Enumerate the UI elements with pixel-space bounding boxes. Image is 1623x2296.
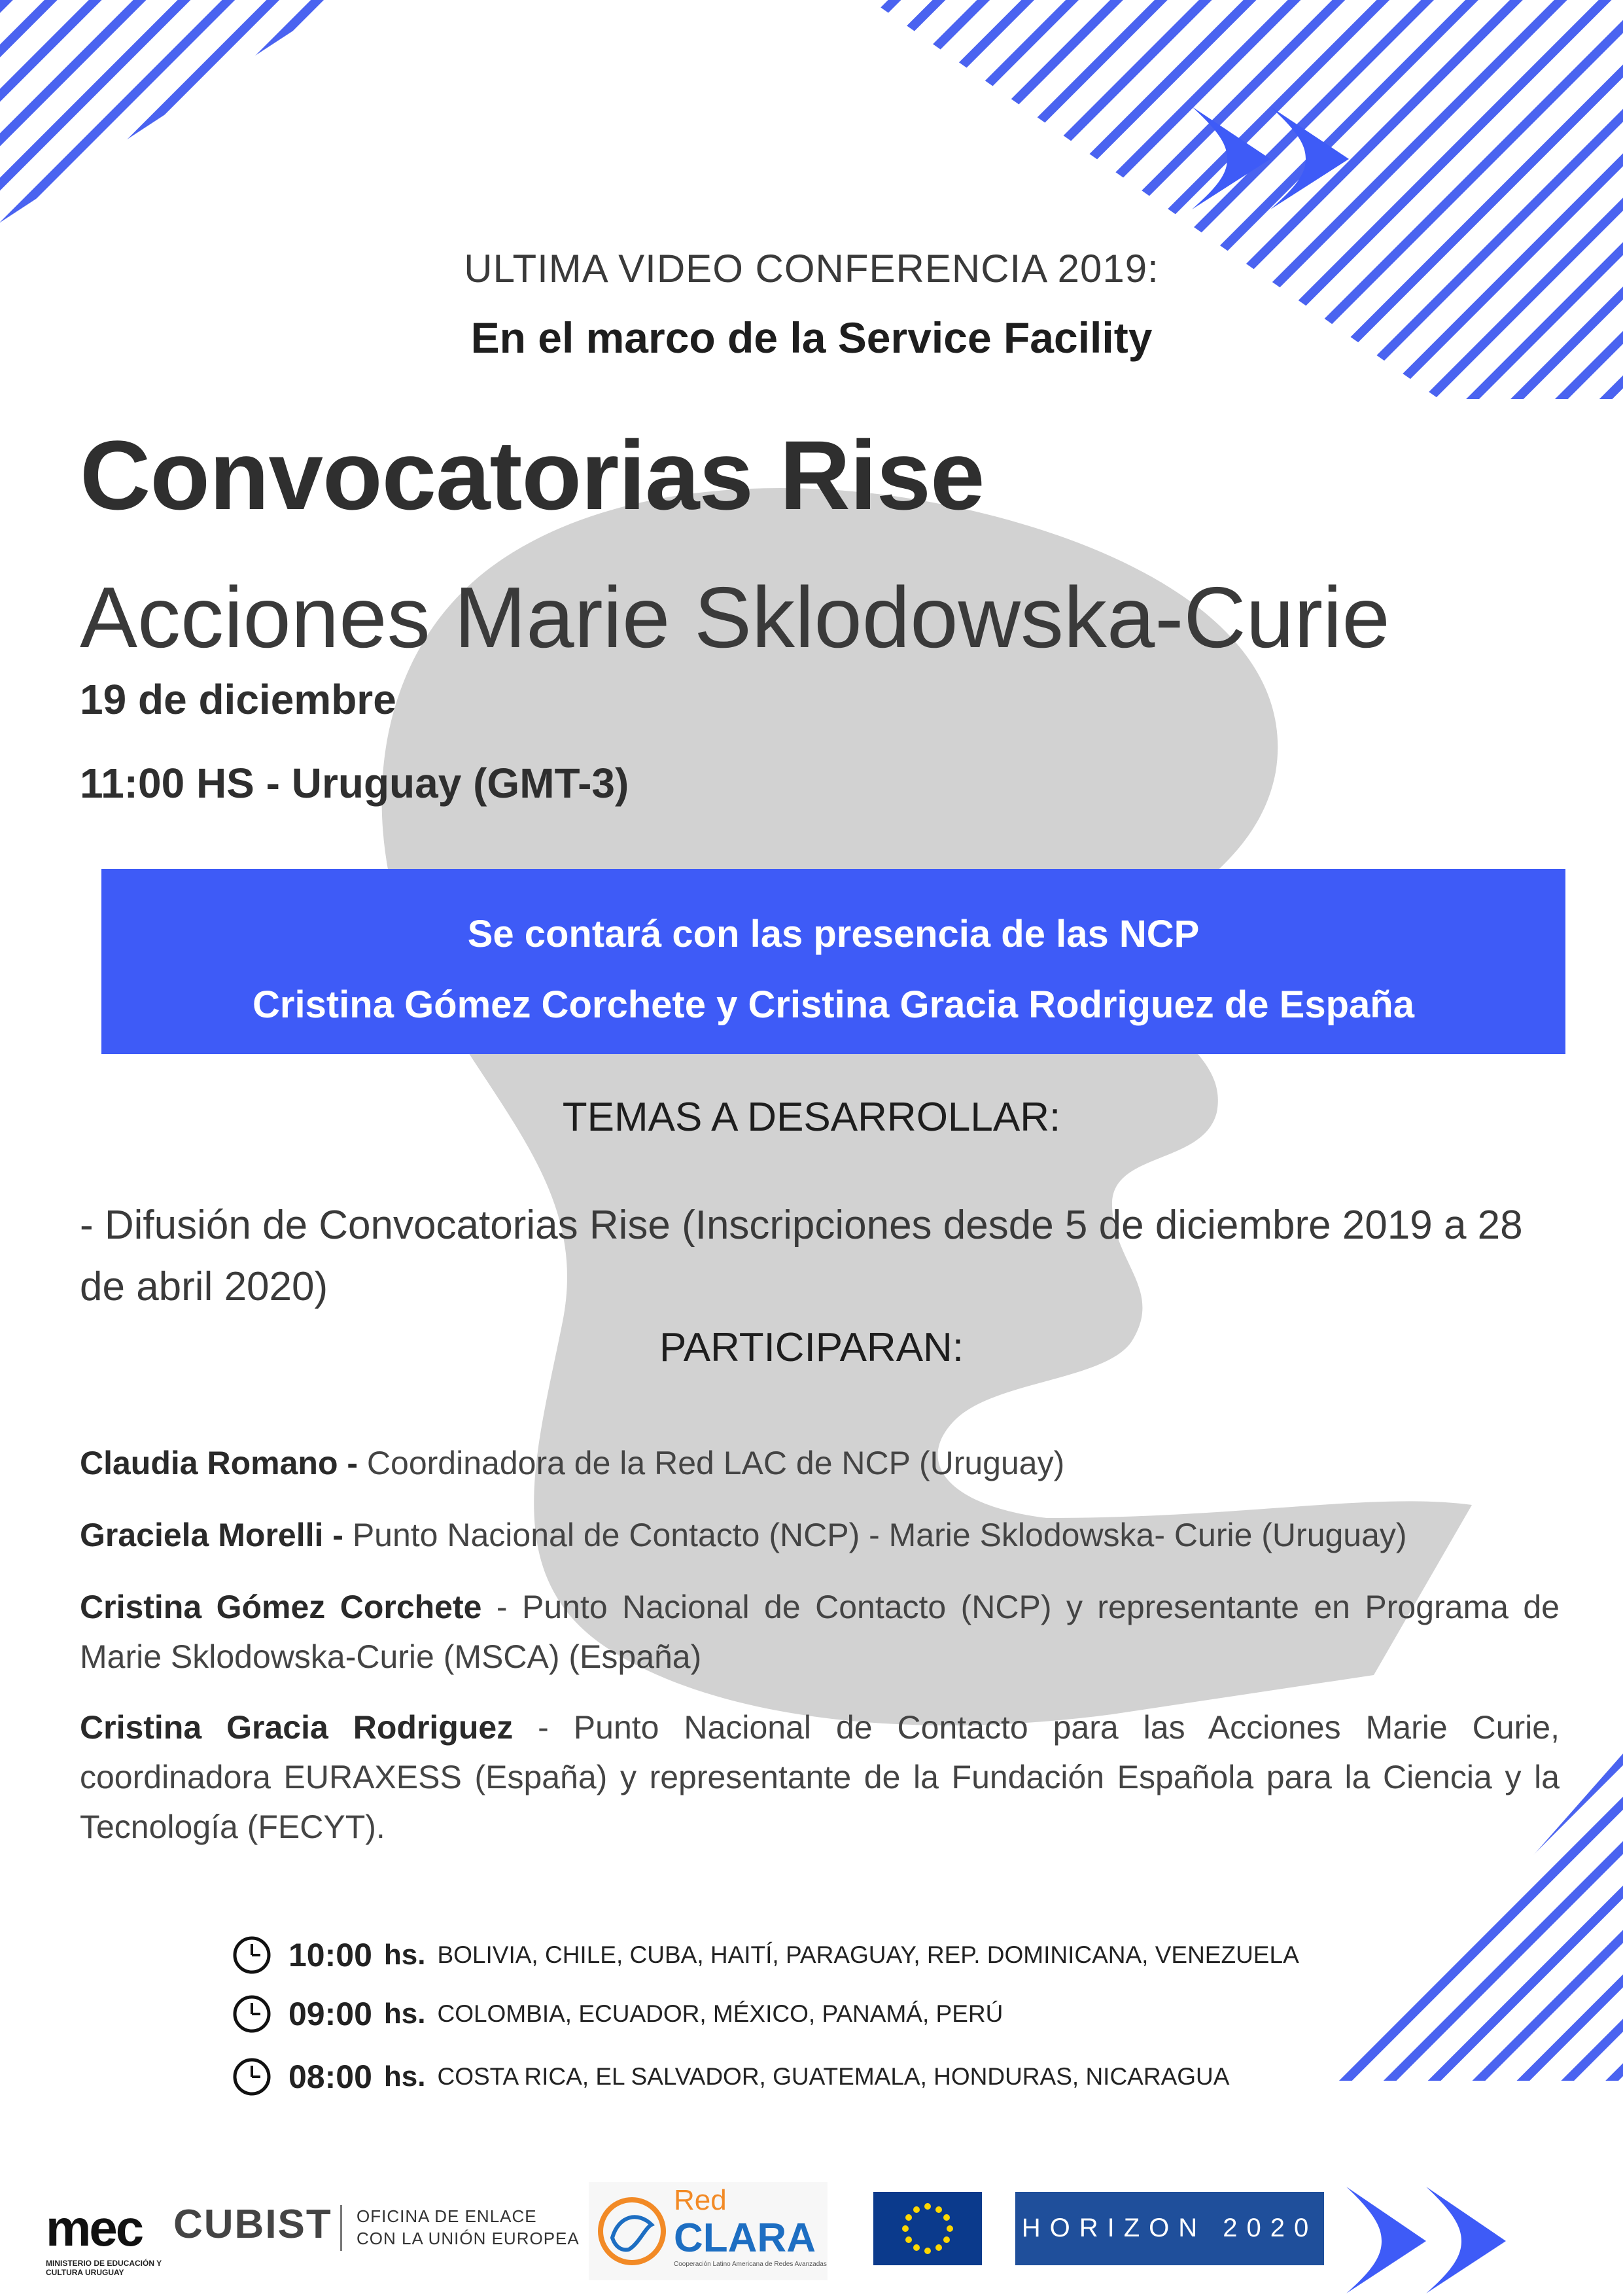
- participant-name: Claudia Romano -: [80, 1445, 358, 1481]
- main-title: Convocatorias Rise: [80, 420, 985, 530]
- ncp-banner: [101, 869, 1565, 1054]
- clara-caption: Cooperación Latino Americana de Redes Avanzadas: [674, 2261, 827, 2268]
- schedule-countries: COSTA RICA, EL SALVADOR, GUATEMALA, HONDURAS, NICARAGUA: [437, 2063, 1230, 2090]
- participant-desc: Punto Nacional de Contacto (NCP) - Marie Sklodowska- Curie (Uruguay): [343, 1517, 1407, 1553]
- schedule-countries: BOLIVIA, CHILE, CUBA, HAITÍ, PARAGUAY, REP. DOMINICANA, VENEZUELA: [437, 1941, 1299, 1968]
- schedule-row: [232, 2053, 1229, 2100]
- eu-flag-logo: [873, 2192, 982, 2265]
- oficina-line-1: OFICINA DE ENLACE: [357, 2206, 537, 2226]
- clara-red-label: Red: [674, 2184, 727, 2216]
- schedule-unit: hs.: [383, 1998, 426, 2030]
- schedule-time: 08:00: [288, 2058, 372, 2095]
- event-time: 11:00 HS - Uruguay (GMT-3): [80, 760, 629, 807]
- clara-name-label: CLARA: [674, 2216, 816, 2261]
- clock-icon: [232, 1935, 271, 1975]
- cubist-logo: CUBIST: [173, 2202, 332, 2247]
- header-line-1: ULTIMA VIDEO CONFERENCIA 2019:: [464, 247, 1159, 291]
- temas-item: - Difusión de Convocatorias Rise (Inscripciones desde 5 de diciembre 2019 a 28 de abril 2020): [80, 1203, 1523, 1309]
- schedule-unit: hs.: [383, 1939, 426, 1971]
- clara-globe-icon: [593, 2192, 671, 2270]
- schedule-time: 10:00: [288, 1937, 372, 1973]
- participant-name: Cristina Gómez Corchete: [80, 1589, 482, 1625]
- participant-desc: - Punto Nacional de Contacto para las Acciones Marie Curie, coordinadora EURAXESS (España) y representante de la Fundación Española para la Ciencia y la Tecnología (FECYT).: [80, 1709, 1560, 1845]
- horizon-2020-label: HORIZON 2020: [1021, 2214, 1318, 2242]
- logo-divider: [340, 2205, 342, 2251]
- banner-line-2: Cristina Gómez Corchete y Cristina Gracia Rodriguez de España: [253, 983, 1414, 1026]
- mec-logo: mec: [46, 2199, 143, 2257]
- participant-item: [80, 1582, 1560, 1682]
- participant-item: [80, 1703, 1560, 1852]
- main-subtitle: Acciones Marie Sklodowska-Curie: [80, 569, 1390, 665]
- schedule-time: 09:00: [288, 1996, 372, 2032]
- schedule-countries: COLOMBIA, ECUADOR, MÉXICO, PANAMÁ, PERÚ: [437, 2000, 1003, 2027]
- eu-stars-icon: [873, 2192, 982, 2265]
- participant-name: Cristina Gracia Rodriguez: [80, 1709, 514, 1746]
- header-line-2: En el marco de la Service Facility: [470, 313, 1153, 362]
- banner-line-1: Se contará con las presencia de las NCP: [467, 913, 1200, 955]
- participant-item: [80, 1438, 1560, 1488]
- participant-desc: Coordinadora de la Red LAC de NCP (Uruguay): [358, 1445, 1065, 1481]
- participant-name: Graciela Morelli -: [80, 1517, 343, 1553]
- schedule-row: [232, 1932, 1299, 1979]
- participant-item: [80, 1510, 1560, 1560]
- temas-heading: TEMAS A DESARROLLAR:: [562, 1095, 1061, 1140]
- clock-icon: [232, 2057, 271, 2096]
- mec-logo-caption: MINISTERIO DE EDUCACIÓN Y CULTURA URUGUAY: [46, 2259, 162, 2277]
- participants-heading: PARTICIPARAN:: [659, 1325, 964, 1370]
- participant-desc: - Punto Nacional de Contacto (NCP) y representante en Programa de Marie Sklodowska-Curie (MSCA) (España): [80, 1589, 1560, 1675]
- event-date: 19 de diciembre: [80, 676, 396, 723]
- schedule-row: [232, 1990, 1003, 2038]
- clock-icon: [232, 1994, 271, 2034]
- oficina-line-2: CON LA UNIÓN EUROPEA: [357, 2229, 580, 2248]
- schedule-unit: hs.: [383, 2060, 426, 2093]
- oficina-enlace-label: [357, 2205, 580, 2250]
- chevron-arrows-bottom-icon: [1346, 2187, 1506, 2293]
